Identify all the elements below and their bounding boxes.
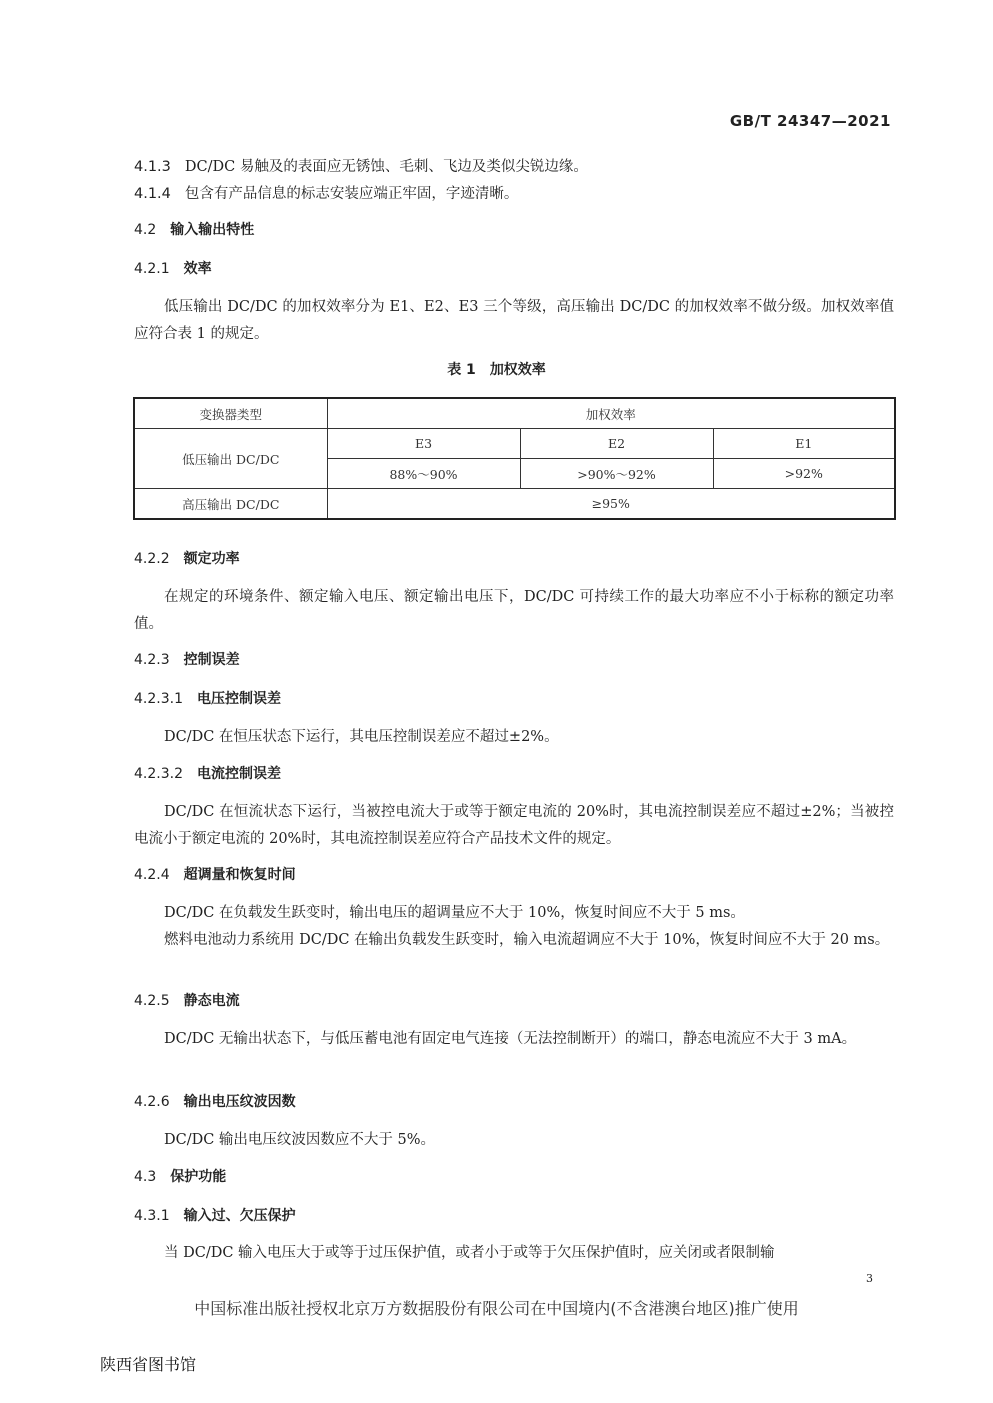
heading-4-2 [134,220,894,240]
heading-number: 4.3 [134,1169,157,1185]
heading-title: 电压控制误差 [196,691,281,707]
grade-e3: E3 [327,429,520,459]
heading-title: 静态电流 [183,993,240,1009]
row-high-voltage: 高压输出 DC/DC [134,489,327,520]
heading-4-3 [134,1167,894,1187]
heading-number: 4.2.3.1 [134,691,183,707]
heading-number: 4.2 [134,222,157,238]
heading-4-2-3-2 [134,764,894,784]
heading-title: 额定功率 [183,551,240,567]
heading-number: 4.2.5 [134,993,170,1009]
value-high-voltage: ≥95% [327,489,895,520]
paragraph-4-2-2: 在规定的环境条件、额定输入电压、额定输出电压下，DC/DC 可持续工作的最大功率应不小于标称的额定功率值。 [134,589,894,632]
clause-number: 4.1.4 [134,186,171,202]
heading-number: 4.2.3.2 [134,766,183,782]
paragraph-4-2-5: DC/DC 无输出状态下，与低压蓄电池有固定电气连接（无法控制断开）的端口，静态电流应不大于 3 mA。 [164,1031,857,1047]
library-stamp: 陕西省图书馆 [100,1355,197,1374]
heading-4-3-1 [134,1206,894,1226]
table-caption-title: 加权效率 [489,362,546,378]
paragraph-4-2-3-2: DC/DC 在恒流状态下运行，当被控电流大于或等于额定电流的 20%时，其电流控制误差应不超过±2%；当被控电流小于额定电流的 20%时，其电流控制误差应符合产品技术文件的规定。 [134,804,894,847]
paragraph-4-2-4-a: DC/DC 在负载发生跃变时，输出电压的超调量应不大于 10%，恢复时间应不大于 5 ms。 [164,905,745,921]
heading-4-2-2 [134,549,894,569]
heading-number: 4.2.3 [134,652,170,668]
heading-4-2-6 [134,1092,894,1112]
heading-title: 输出电压纹波因数 [183,1094,296,1110]
clause-number: 4.1.3 [134,159,171,175]
distribution-notice: 中国标准出版社授权北京万方数据股份有限公司在中国境内(不含港澳台地区)推广使用 [194,1299,799,1318]
clause-text: 包含有产品信息的标志安装应端正牢固，字迹清晰。 [184,186,519,202]
value-e3: 88%～90% [327,459,520,489]
heading-title: 电流控制误差 [196,766,281,782]
heading-4-2-3 [134,650,894,670]
heading-title: 控制误差 [183,652,240,668]
row-low-voltage: 低压输出 DC/DC [134,429,327,489]
standard-code: GB/T 24347—2021 [729,112,891,130]
heading-title: 保护功能 [170,1169,227,1185]
clause-4-1-3 [134,157,894,177]
paragraph-4-2-6: DC/DC 输出电压纹波因数应不大于 5%。 [164,1132,436,1148]
paragraph-4-2-4-b: 燃料电池动力系统用 DC/DC 在输出负载发生跃变时，输入电流超调应不大于 10%，恢复时间应不大于 20 ms。 [164,932,890,948]
heading-number: 4.2.4 [134,867,170,883]
header-weighted-efficiency: 加权效率 [327,398,895,429]
header-converter-type: 变换器类型 [134,398,327,429]
heading-4-2-4 [134,865,894,885]
heading-title: 输入输出特性 [170,222,255,238]
table-row [134,489,895,520]
page-number: 3 [866,1272,873,1285]
grade-e2: E2 [520,429,713,459]
clause-text: DC/DC 易触及的表面应无锈蚀、毛刺、飞边及类似尖锐边缘。 [184,159,588,175]
value-e1: >92% [713,459,895,489]
paragraph-4-2-3-1: DC/DC 在恒压状态下运行，其电压控制误差应不超过±2%。 [164,729,559,745]
weighted-efficiency-table [133,397,896,520]
table-row [134,429,895,459]
heading-4-2-1 [134,259,894,279]
heading-title: 超调量和恢复时间 [183,867,296,883]
clause-4-1-4 [134,184,894,204]
table-caption-number: 表 1 [447,362,476,378]
paragraph-4-2-1: 低压输出 DC/DC 的加权效率分为 E1、E2、E3 三个等级，高压输出 DC/DC 的加权效率不做分级。加权效率值应符合表 1 的规定。 [134,299,894,342]
table-row [134,398,895,429]
heading-4-2-5 [134,991,894,1011]
heading-number: 4.2.6 [134,1094,170,1110]
heading-number: 4.3.1 [134,1208,170,1224]
grade-e1: E1 [713,429,895,459]
heading-title: 输入过、欠压保护 [183,1208,296,1224]
table-caption [0,359,993,379]
value-e2: >90%～92% [520,459,713,489]
heading-number: 4.2.1 [134,261,170,277]
heading-title: 效率 [183,261,212,277]
heading-number: 4.2.2 [134,551,170,567]
heading-4-2-3-1 [134,689,894,709]
paragraph-4-3-1: 当 DC/DC 输入电压大于或等于过压保护值，或者小于或等于欠压保护值时，应关闭或者限制输 [164,1245,775,1261]
